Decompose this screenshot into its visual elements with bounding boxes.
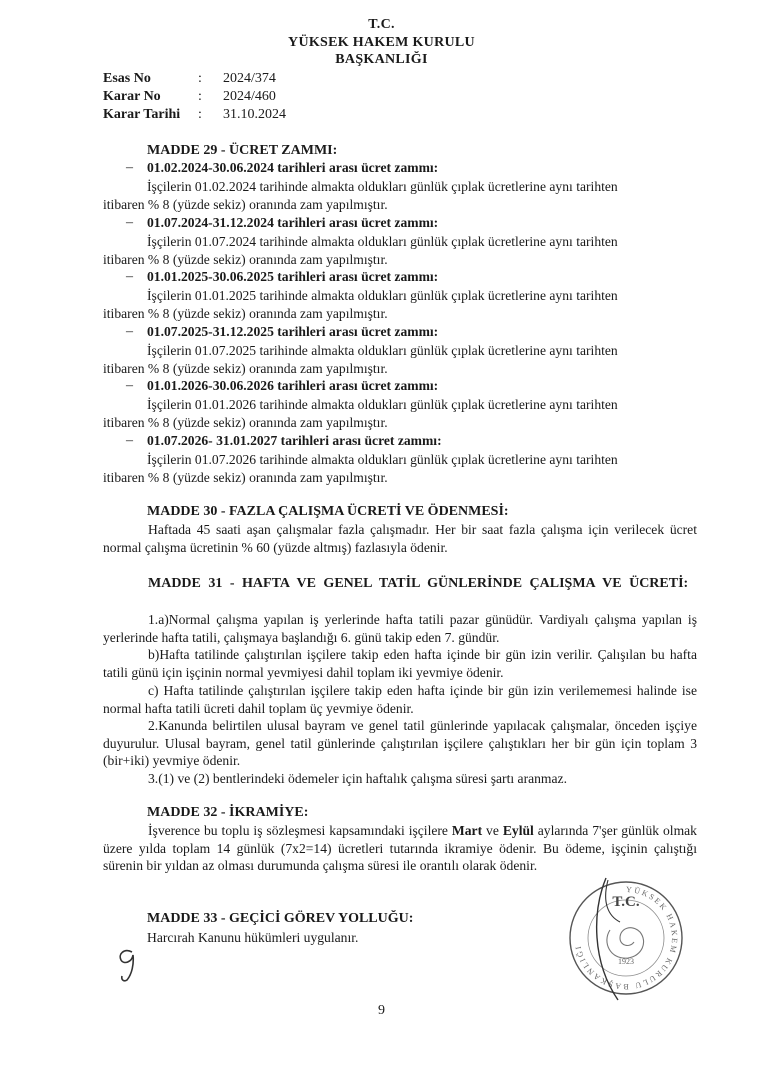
madde29-item-heading: 01.01.2026-30.06.2026 tarihleri arası ücret zammı: xyxy=(147,378,439,393)
official-seal xyxy=(562,872,690,1006)
svg-text:T.C.: T.C. xyxy=(612,894,640,910)
madde31-p4: 2.Kanunda belirtilen ulusal bayram ve genel tatil günlerinde yapılacak çalışmalar, önceden işçiye duyurulur. Ulusal bayram, genel tatil günlerinde çalıştırılan işçilere çalıştıkları her bir gün için toplam 3 (bir+iki) yevmiye ödenir. xyxy=(103,718,697,768)
handwritten-initial xyxy=(112,944,146,984)
svg-text:YÜKSEK HAKEM KURULU BAŞKANLIĞI: YÜKSEK HAKEM KURULU BAŞKANLIĞI xyxy=(573,884,680,992)
madde31-p5: 3.(1) ve (2) bentlerindeki ödemeler için haftalık çalışma süresi şartı aranmaz. xyxy=(148,771,567,786)
madde32-body: İşverence bu toplu iş sözleşmesi kapsamındaki işçilere Mart ve Eylül aylarında 7'şer günlük olmak üzere yılda toplam 14 günlük (7x2=14) ücretleri tutarında ikramiye ödenir. Bu ödeme, işçinin çalıştığı sürenin bir yıldan az olması durumunda çalışma süresi ile orantılı olarak ödenir. xyxy=(103,823,697,873)
madde29-item-text: İşçilerin 01.01.2026 tarihinde almakta oldukları günlük çıplak ücretlerine aynı tarihten itibaren % 8 (yüzde sekiz) oranında zam yapılmıştır. xyxy=(103,397,618,430)
meta-row-karar: Karar No : 2024/460 xyxy=(103,89,276,104)
header-institution: YÜKSEK HAKEM KURULU xyxy=(288,35,475,50)
madde29-item-heading: 01.07.2024-31.12.2024 tarihleri arası ücret zammı: xyxy=(147,215,439,230)
madde31-title: MADDE 31 - HAFTA VE GENEL TATİL GÜNLERİNDE ÇALIŞMA VE ÜCRETİ: xyxy=(148,576,689,591)
meta-row-esas: Esas No : 2024/374 xyxy=(103,71,276,86)
madde31-p1: 1.a)Normal çalışma yapılan iş yerlerinde hafta tatili pazar günüdür. Vardiyalı çalışma yapılan iş yerlerinde hafta tatili, çalışmaya başlandığı 6. günü takip eden 7. gündür. xyxy=(103,612,697,645)
madde31-p2: b)Hafta tatilinde çalıştırılan işçilere takip eden hafta içinde bir gün izin verilir. Çalışılan bu hafta tatili günü için işçinin normal yevmiyesi dahil toplam iki yevmiye ödenir. xyxy=(103,647,697,680)
madde29-item-heading: 01.02.2024-30.06.2024 tarihleri arası ücret zammı: xyxy=(147,160,439,175)
madde30-title: MADDE 30 - FAZLA ÇALIŞMA ÜCRETİ VE ÖDENMESİ: xyxy=(147,504,509,519)
list-dash: – xyxy=(126,433,133,448)
list-dash: – xyxy=(126,215,133,230)
madde29-item-heading: 01.07.2026- 31.01.2027 tarihleri arası ücret zammı: xyxy=(147,433,442,448)
meta-row-tarih: Karar Tarihi : 31.10.2024 xyxy=(103,107,286,122)
madde33-body: Harcırah Kanunu hükümleri uygulanır. xyxy=(147,930,359,945)
case-meta xyxy=(103,70,286,124)
madde29-item-heading: 01.01.2025-30.06.2025 tarihleri arası ücret zammı: xyxy=(147,269,439,284)
madde33-title: MADDE 33 - GEÇİCİ GÖREV YOLLUĞU: xyxy=(147,911,414,926)
madde29-item-heading: 01.07.2025-31.12.2025 tarihleri arası ücret zammı: xyxy=(147,324,439,339)
madde29-title: MADDE 29 - ÜCRET ZAMMI: xyxy=(147,143,338,158)
header-presidency: BAŞKANLIĞI xyxy=(335,52,428,67)
madde31-p3: c) Hafta tatilinde çalıştırılan işçilere takip eden hafta içinde bir gün izin verilememesi halinde ise normal hafta tatili ücreti dahil toplam üç yevmiye ödenir. xyxy=(103,683,697,716)
madde29-item-text: İşçilerin 01.02.2024 tarihinde almakta oldukları günlük çıplak ücretlerine aynı tarihten itibaren % 8 (yüzde sekiz) oranında zam yapılmıştır. xyxy=(103,179,618,212)
madde32-title: MADDE 32 - İKRAMİYE: xyxy=(147,805,309,820)
list-dash: – xyxy=(126,160,133,175)
list-dash: – xyxy=(126,324,133,339)
madde29-item-text: İşçilerin 01.01.2025 tarihinde almakta oldukları günlük çıplak ücretlerine aynı tarihten itibaren % 8 (yüzde sekiz) oranında zam yapılmıştır. xyxy=(103,288,618,321)
madde29-item-text: İşçilerin 01.07.2026 tarihinde almakta oldukları günlük çıplak ücretlerine aynı tarihten itibaren % 8 (yüzde sekiz) oranında zam yapılmıştır. xyxy=(103,452,618,485)
svg-text:1923: 1923 xyxy=(618,957,634,966)
madde30-body: Haftada 45 saati aşan çalışmalar fazla çalışmadır. Her bir saat fazla çalışma için verilecek ücret normal çalışma ücretinin % 60 (yüzde altmış) fazlasıyla ödenir. xyxy=(103,522,697,555)
madde29-item-text: İşçilerin 01.07.2025 tarihinde almakta oldukları günlük çıplak ücretlerine aynı tarihten itibaren % 8 (yüzde sekiz) oranında zam yapılmıştır. xyxy=(103,343,618,376)
list-dash: – xyxy=(126,378,133,393)
page-number: 9 xyxy=(378,1003,385,1018)
madde29-item-text: İşçilerin 01.07.2024 tarihinde almakta oldukları günlük çıplak ücretlerine aynı tarihten itibaren % 8 (yüzde sekiz) oranında zam yapılmıştır. xyxy=(103,234,618,267)
header-tc: T.C. xyxy=(368,17,395,32)
list-dash: – xyxy=(126,269,133,284)
